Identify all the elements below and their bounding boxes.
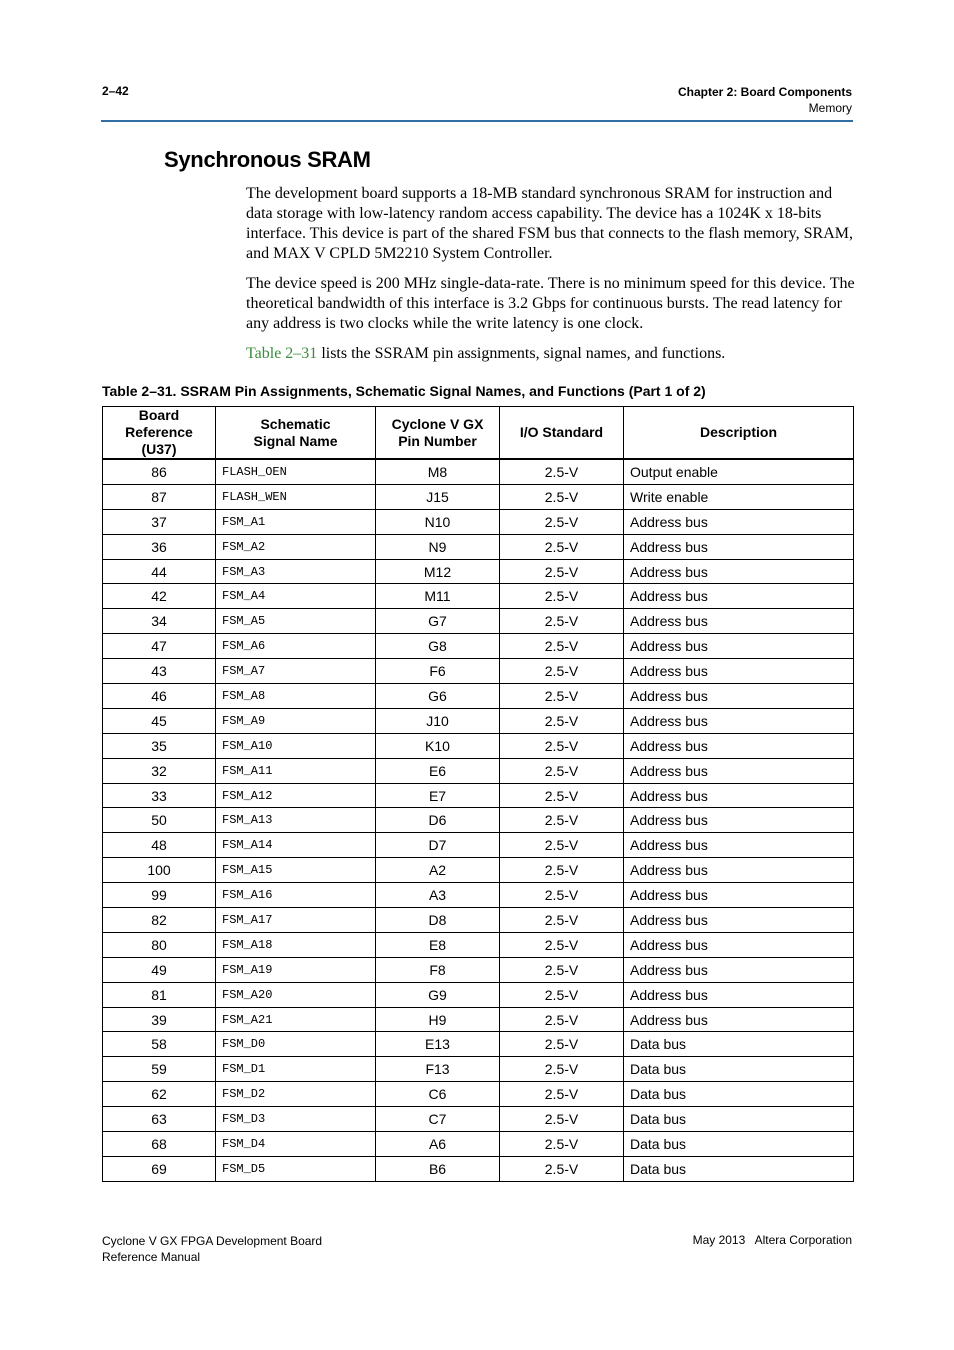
board-reference-cell: 34: [103, 609, 216, 634]
io-standard-cell: 2.5-V: [500, 684, 624, 709]
board-reference-cell: 36: [103, 534, 216, 559]
board-reference-cell: 82: [103, 908, 216, 933]
board-reference-cell: 100: [103, 858, 216, 883]
table-row: [103, 1132, 854, 1157]
board-reference-cell: 33: [103, 783, 216, 808]
description-cell: Data bus: [624, 1082, 854, 1107]
board-reference-cell: 44: [103, 559, 216, 584]
page-number: 2–42: [102, 84, 129, 98]
signal-name-cell: FSM_A8: [216, 684, 376, 709]
board-reference-cell: 43: [103, 659, 216, 684]
board-reference-cell: 62: [103, 1082, 216, 1107]
signal-name-cell: FSM_A21: [216, 1007, 376, 1032]
io-standard-cell: 2.5-V: [500, 982, 624, 1007]
signal-name-cell: FSM_A9: [216, 708, 376, 733]
column-header-line: Reference (U37): [125, 424, 193, 457]
io-standard-cell: 2.5-V: [500, 1132, 624, 1157]
paragraph-3-text: lists the SSRAM pin assignments, signal names, and functions.: [317, 345, 726, 362]
pin-number-cell: F13: [376, 1057, 500, 1082]
description-cell: Address bus: [624, 708, 854, 733]
table-row: [103, 883, 854, 908]
description-cell: Address bus: [624, 609, 854, 634]
column-header-line: Description: [699, 424, 777, 440]
description-cell: Address bus: [624, 808, 854, 833]
table-row: [103, 584, 854, 609]
description-cell: Address bus: [624, 1007, 854, 1032]
table-row: [103, 708, 854, 733]
board-reference-cell: 37: [103, 509, 216, 534]
io-standard-cell: 2.5-V: [500, 808, 624, 833]
description-cell: Data bus: [624, 1032, 854, 1057]
table-row: [103, 858, 854, 883]
table-row: [103, 982, 854, 1007]
description-cell: Address bus: [624, 559, 854, 584]
io-standard-cell: 2.5-V: [500, 659, 624, 684]
description-cell: Address bus: [624, 634, 854, 659]
io-standard-cell: 2.5-V: [500, 908, 624, 933]
signal-name-cell: FSM_D5: [216, 1156, 376, 1181]
board-reference-cell: 69: [103, 1156, 216, 1181]
signal-name-cell: FLASH_OEN: [216, 459, 376, 484]
io-standard-cell: 2.5-V: [500, 858, 624, 883]
board-reference-cell: 87: [103, 484, 216, 509]
io-standard-cell: 2.5-V: [500, 1156, 624, 1181]
io-standard-cell: 2.5-V: [500, 559, 624, 584]
pin-assignment-table: [102, 406, 854, 1182]
pin-number-cell: N9: [376, 534, 500, 559]
signal-name-cell: FSM_A13: [216, 808, 376, 833]
signal-name-cell: FLASH_WEN: [216, 484, 376, 509]
description-cell: Address bus: [624, 758, 854, 783]
signal-name-cell: FSM_A10: [216, 733, 376, 758]
table-row: [103, 1032, 854, 1057]
signal-name-cell: FSM_A15: [216, 858, 376, 883]
column-header: [500, 407, 624, 460]
table-body: [103, 459, 854, 1181]
table-cross-reference-link[interactable]: Table 2–31: [246, 345, 318, 362]
pin-number-cell: N10: [376, 509, 500, 534]
io-standard-cell: 2.5-V: [500, 1032, 624, 1057]
pin-number-cell: H9: [376, 1007, 500, 1032]
io-standard-cell: 2.5-V: [500, 534, 624, 559]
description-cell: Address bus: [624, 883, 854, 908]
column-header: [624, 407, 854, 460]
column-header-line: Pin Number: [398, 432, 477, 449]
table-row: [103, 1156, 854, 1181]
io-standard-cell: 2.5-V: [500, 509, 624, 534]
column-header-line: Board: [138, 407, 180, 423]
board-reference-cell: 35: [103, 733, 216, 758]
pin-number-cell: F8: [376, 957, 500, 982]
footer-date-company: May 2013 Altera Corporation: [692, 1233, 852, 1247]
pin-number-cell: A6: [376, 1132, 500, 1157]
table-row: [103, 1082, 854, 1107]
description-cell: Address bus: [624, 509, 854, 534]
table-row: [103, 833, 854, 858]
signal-name-cell: FSM_A16: [216, 883, 376, 908]
column-header-line: Schematic: [260, 415, 331, 432]
io-standard-cell: 2.5-V: [500, 634, 624, 659]
io-standard-cell: 2.5-V: [500, 783, 624, 808]
table-row: [103, 932, 854, 957]
pin-number-cell: G7: [376, 609, 500, 634]
signal-name-cell: FSM_A5: [216, 609, 376, 634]
description-cell: Address bus: [624, 932, 854, 957]
header-rule: [101, 120, 853, 122]
pin-number-cell: E6: [376, 758, 500, 783]
board-reference-cell: 49: [103, 957, 216, 982]
board-reference-cell: 86: [103, 459, 216, 484]
table-row: [103, 758, 854, 783]
chapter-title: Chapter 2: Board Components: [677, 85, 852, 99]
pin-number-cell: D8: [376, 908, 500, 933]
pin-number-cell: G8: [376, 634, 500, 659]
pin-number-cell: D6: [376, 808, 500, 833]
table-row: [103, 957, 854, 982]
description-cell: Address bus: [624, 684, 854, 709]
pin-number-cell: C6: [376, 1082, 500, 1107]
description-cell: Address bus: [624, 833, 854, 858]
column-header: [376, 407, 500, 460]
io-standard-cell: 2.5-V: [500, 584, 624, 609]
board-reference-cell: 81: [103, 982, 216, 1007]
table-row: [103, 783, 854, 808]
io-standard-cell: 2.5-V: [500, 609, 624, 634]
table-row: [103, 684, 854, 709]
io-standard-cell: 2.5-V: [500, 957, 624, 982]
description-cell: Address bus: [624, 733, 854, 758]
board-reference-cell: 59: [103, 1057, 216, 1082]
io-standard-cell: 2.5-V: [500, 1082, 624, 1107]
io-standard-cell: 2.5-V: [500, 1107, 624, 1132]
pin-number-cell: C7: [376, 1107, 500, 1132]
description-cell: Address bus: [624, 584, 854, 609]
pin-number-cell: E13: [376, 1032, 500, 1057]
description-cell: Output enable: [624, 459, 854, 484]
signal-name-cell: FSM_D4: [216, 1132, 376, 1157]
board-reference-cell: 50: [103, 808, 216, 833]
signal-name-cell: FSM_A11: [216, 758, 376, 783]
table-row: [103, 1107, 854, 1132]
description-cell: Address bus: [624, 908, 854, 933]
io-standard-cell: 2.5-V: [500, 1057, 624, 1082]
signal-name-cell: FSM_A19: [216, 957, 376, 982]
table-header: [103, 407, 854, 460]
io-standard-cell: 2.5-V: [500, 932, 624, 957]
column-header-line: Cyclone V GX: [391, 415, 484, 432]
board-reference-cell: 80: [103, 932, 216, 957]
board-reference-cell: 58: [103, 1032, 216, 1057]
footer-line-1: Cyclone V GX FPGA Development Board: [102, 1234, 323, 1248]
description-cell: Data bus: [624, 1107, 854, 1132]
board-reference-cell: 32: [103, 758, 216, 783]
io-standard-cell: 2.5-V: [500, 459, 624, 484]
description-cell: Address bus: [624, 659, 854, 684]
io-standard-cell: 2.5-V: [500, 883, 624, 908]
paragraph-1: The development board supports a 18-MB standard synchronous SRAM for instruction and data storage with low-latency random access capability. The device has a 1024K x 18-bits interface. This device is part of the shared FSM bus that connects to the flash memory, SRAM, and MAX V CPLD 5M2210 System Controller.: [246, 185, 853, 262]
board-reference-cell: 68: [103, 1132, 216, 1157]
table-caption: Table 2–31. SSRAM Pin Assignments, Schematic Signal Names, and Functions (Part 1 of 2): [102, 383, 706, 399]
pin-number-cell: B6: [376, 1156, 500, 1181]
paragraph-3: [246, 344, 856, 364]
table-row: [103, 509, 854, 534]
pin-number-cell: G9: [376, 982, 500, 1007]
signal-name-cell: FSM_D1: [216, 1057, 376, 1082]
table-row: [103, 534, 854, 559]
signal-name-cell: FSM_A17: [216, 908, 376, 933]
signal-name-cell: FSM_A18: [216, 932, 376, 957]
pin-number-cell: M8: [376, 459, 500, 484]
board-reference-cell: 45: [103, 708, 216, 733]
io-standard-cell: 2.5-V: [500, 484, 624, 509]
pin-number-cell: D7: [376, 833, 500, 858]
running-header: [678, 84, 852, 116]
board-reference-cell: 39: [103, 1007, 216, 1032]
table-row: [103, 1057, 854, 1082]
footer-line-2: Reference Manual: [102, 1250, 201, 1264]
board-reference-cell: 47: [103, 634, 216, 659]
table-row: [103, 808, 854, 833]
table-row: [103, 634, 854, 659]
pin-number-cell: E7: [376, 783, 500, 808]
pin-number-cell: K10: [376, 733, 500, 758]
column-header: [103, 407, 216, 460]
column-header-line: I/O Standard: [519, 424, 604, 440]
board-reference-cell: 42: [103, 584, 216, 609]
pin-number-cell: G6: [376, 684, 500, 709]
description-cell: Address bus: [624, 783, 854, 808]
board-reference-cell: 48: [103, 833, 216, 858]
signal-name-cell: FSM_D2: [216, 1082, 376, 1107]
pin-number-cell: A2: [376, 858, 500, 883]
table-row: [103, 1007, 854, 1032]
board-reference-cell: 99: [103, 883, 216, 908]
description-cell: Address bus: [624, 982, 854, 1007]
description-cell: Data bus: [624, 1057, 854, 1082]
body-text: [246, 184, 856, 374]
signal-name-cell: FSM_A7: [216, 659, 376, 684]
signal-name-cell: FSM_A12: [216, 783, 376, 808]
footer-document-title: [102, 1233, 322, 1265]
table-row: [103, 459, 854, 484]
signal-name-cell: FSM_A6: [216, 634, 376, 659]
pin-number-cell: F6: [376, 659, 500, 684]
table-row: [103, 908, 854, 933]
table-row: [103, 484, 854, 509]
signal-name-cell: FSM_A3: [216, 559, 376, 584]
io-standard-cell: 2.5-V: [500, 833, 624, 858]
description-cell: Address bus: [624, 858, 854, 883]
description-cell: Write enable: [624, 484, 854, 509]
signal-name-cell: FSM_A1: [216, 509, 376, 534]
board-reference-cell: 63: [103, 1107, 216, 1132]
signal-name-cell: FSM_A2: [216, 534, 376, 559]
signal-name-cell: FSM_D0: [216, 1032, 376, 1057]
signal-name-cell: FSM_A20: [216, 982, 376, 1007]
table-row: [103, 559, 854, 584]
pin-number-cell: J15: [376, 484, 500, 509]
section-name: Memory: [808, 101, 852, 115]
io-standard-cell: 2.5-V: [500, 758, 624, 783]
column-header: [216, 407, 376, 460]
pin-number-cell: E8: [376, 932, 500, 957]
pin-number-cell: A3: [376, 883, 500, 908]
description-cell: Data bus: [624, 1132, 854, 1157]
pin-number-cell: M11: [376, 584, 500, 609]
description-cell: Data bus: [624, 1156, 854, 1181]
io-standard-cell: 2.5-V: [500, 733, 624, 758]
paragraph-2: The device speed is 200 MHz single-data-rate. There is no minimum speed for this device. The theoretical bandwidth of this interface is 3.2 Gbps for continuous bursts. The read latency for any address is two clocks while the write latency is one clock.: [246, 275, 855, 332]
column-header-line: Signal Name: [253, 432, 338, 449]
description-cell: Address bus: [624, 957, 854, 982]
io-standard-cell: 2.5-V: [500, 1007, 624, 1032]
signal-name-cell: FSM_A14: [216, 833, 376, 858]
signal-name-cell: FSM_A4: [216, 584, 376, 609]
board-reference-cell: 46: [103, 684, 216, 709]
pin-number-cell: M12: [376, 559, 500, 584]
table-row: [103, 659, 854, 684]
section-title: Synchronous SRAM: [164, 147, 371, 172]
description-cell: Address bus: [624, 534, 854, 559]
signal-name-cell: FSM_D3: [216, 1107, 376, 1132]
table-row: [103, 733, 854, 758]
pin-number-cell: J10: [376, 708, 500, 733]
io-standard-cell: 2.5-V: [500, 708, 624, 733]
table-row: [103, 609, 854, 634]
